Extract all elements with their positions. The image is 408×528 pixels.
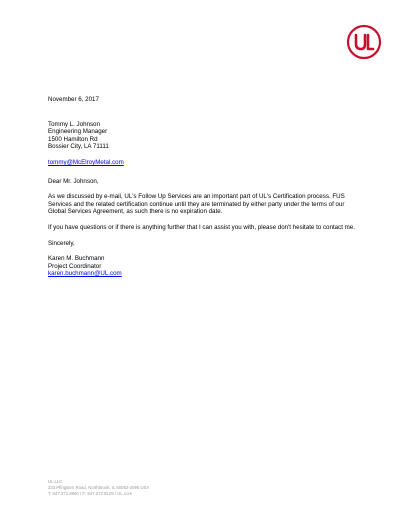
salutation: Dear Mr. Johnson, bbox=[48, 177, 99, 185]
footer-line-company: UL LLC bbox=[48, 479, 63, 484]
letter-date: November 6, 2017 bbox=[48, 96, 99, 103]
paragraph-followup: As we discussed by e-mail, UL's Follow Up Services are an important part of UL's Certification process. FUS Services and the related certification continue until they are terminated by either party under the terms of our Global Services Agreement, as such there is no expiration date. bbox=[48, 193, 345, 216]
ul-logo-icon bbox=[346, 24, 382, 60]
recipient-title: Engineering Manager bbox=[48, 128, 108, 136]
footer-line-address: 333 Pfingsten Road, Northbrook, IL 60062-2096 USA bbox=[48, 485, 150, 490]
signer-block bbox=[48, 255, 358, 278]
footer-address bbox=[48, 479, 188, 497]
logo-text: UL bbox=[364, 58, 366, 59]
recipient-block bbox=[48, 121, 358, 167]
paragraph-questions: If you have questions or if there is anything further that I can assist you with, please don't hesitate to contact me. bbox=[48, 223, 355, 231]
signer-title: Project Coordinator bbox=[48, 262, 102, 270]
recipient-street: 1500 Hamilton Rd bbox=[48, 135, 98, 143]
signer-name: Karen M. Buchmann bbox=[48, 255, 105, 263]
recipient-name: Tommy L. Johnson bbox=[48, 120, 100, 128]
footer-line-contact: T: 847.272.8800 / F: 847.272.8129 / UL.com bbox=[48, 491, 133, 496]
recipient-email-link[interactable]: tommy@McElroyMetal.com bbox=[48, 158, 124, 166]
recipient-city: Bossier City, LA 71111 bbox=[48, 143, 109, 151]
letter-body bbox=[48, 96, 358, 278]
signer-email-link[interactable]: karen.buchmann@UL.com bbox=[48, 270, 122, 278]
closing: Sincerely, bbox=[48, 239, 75, 247]
